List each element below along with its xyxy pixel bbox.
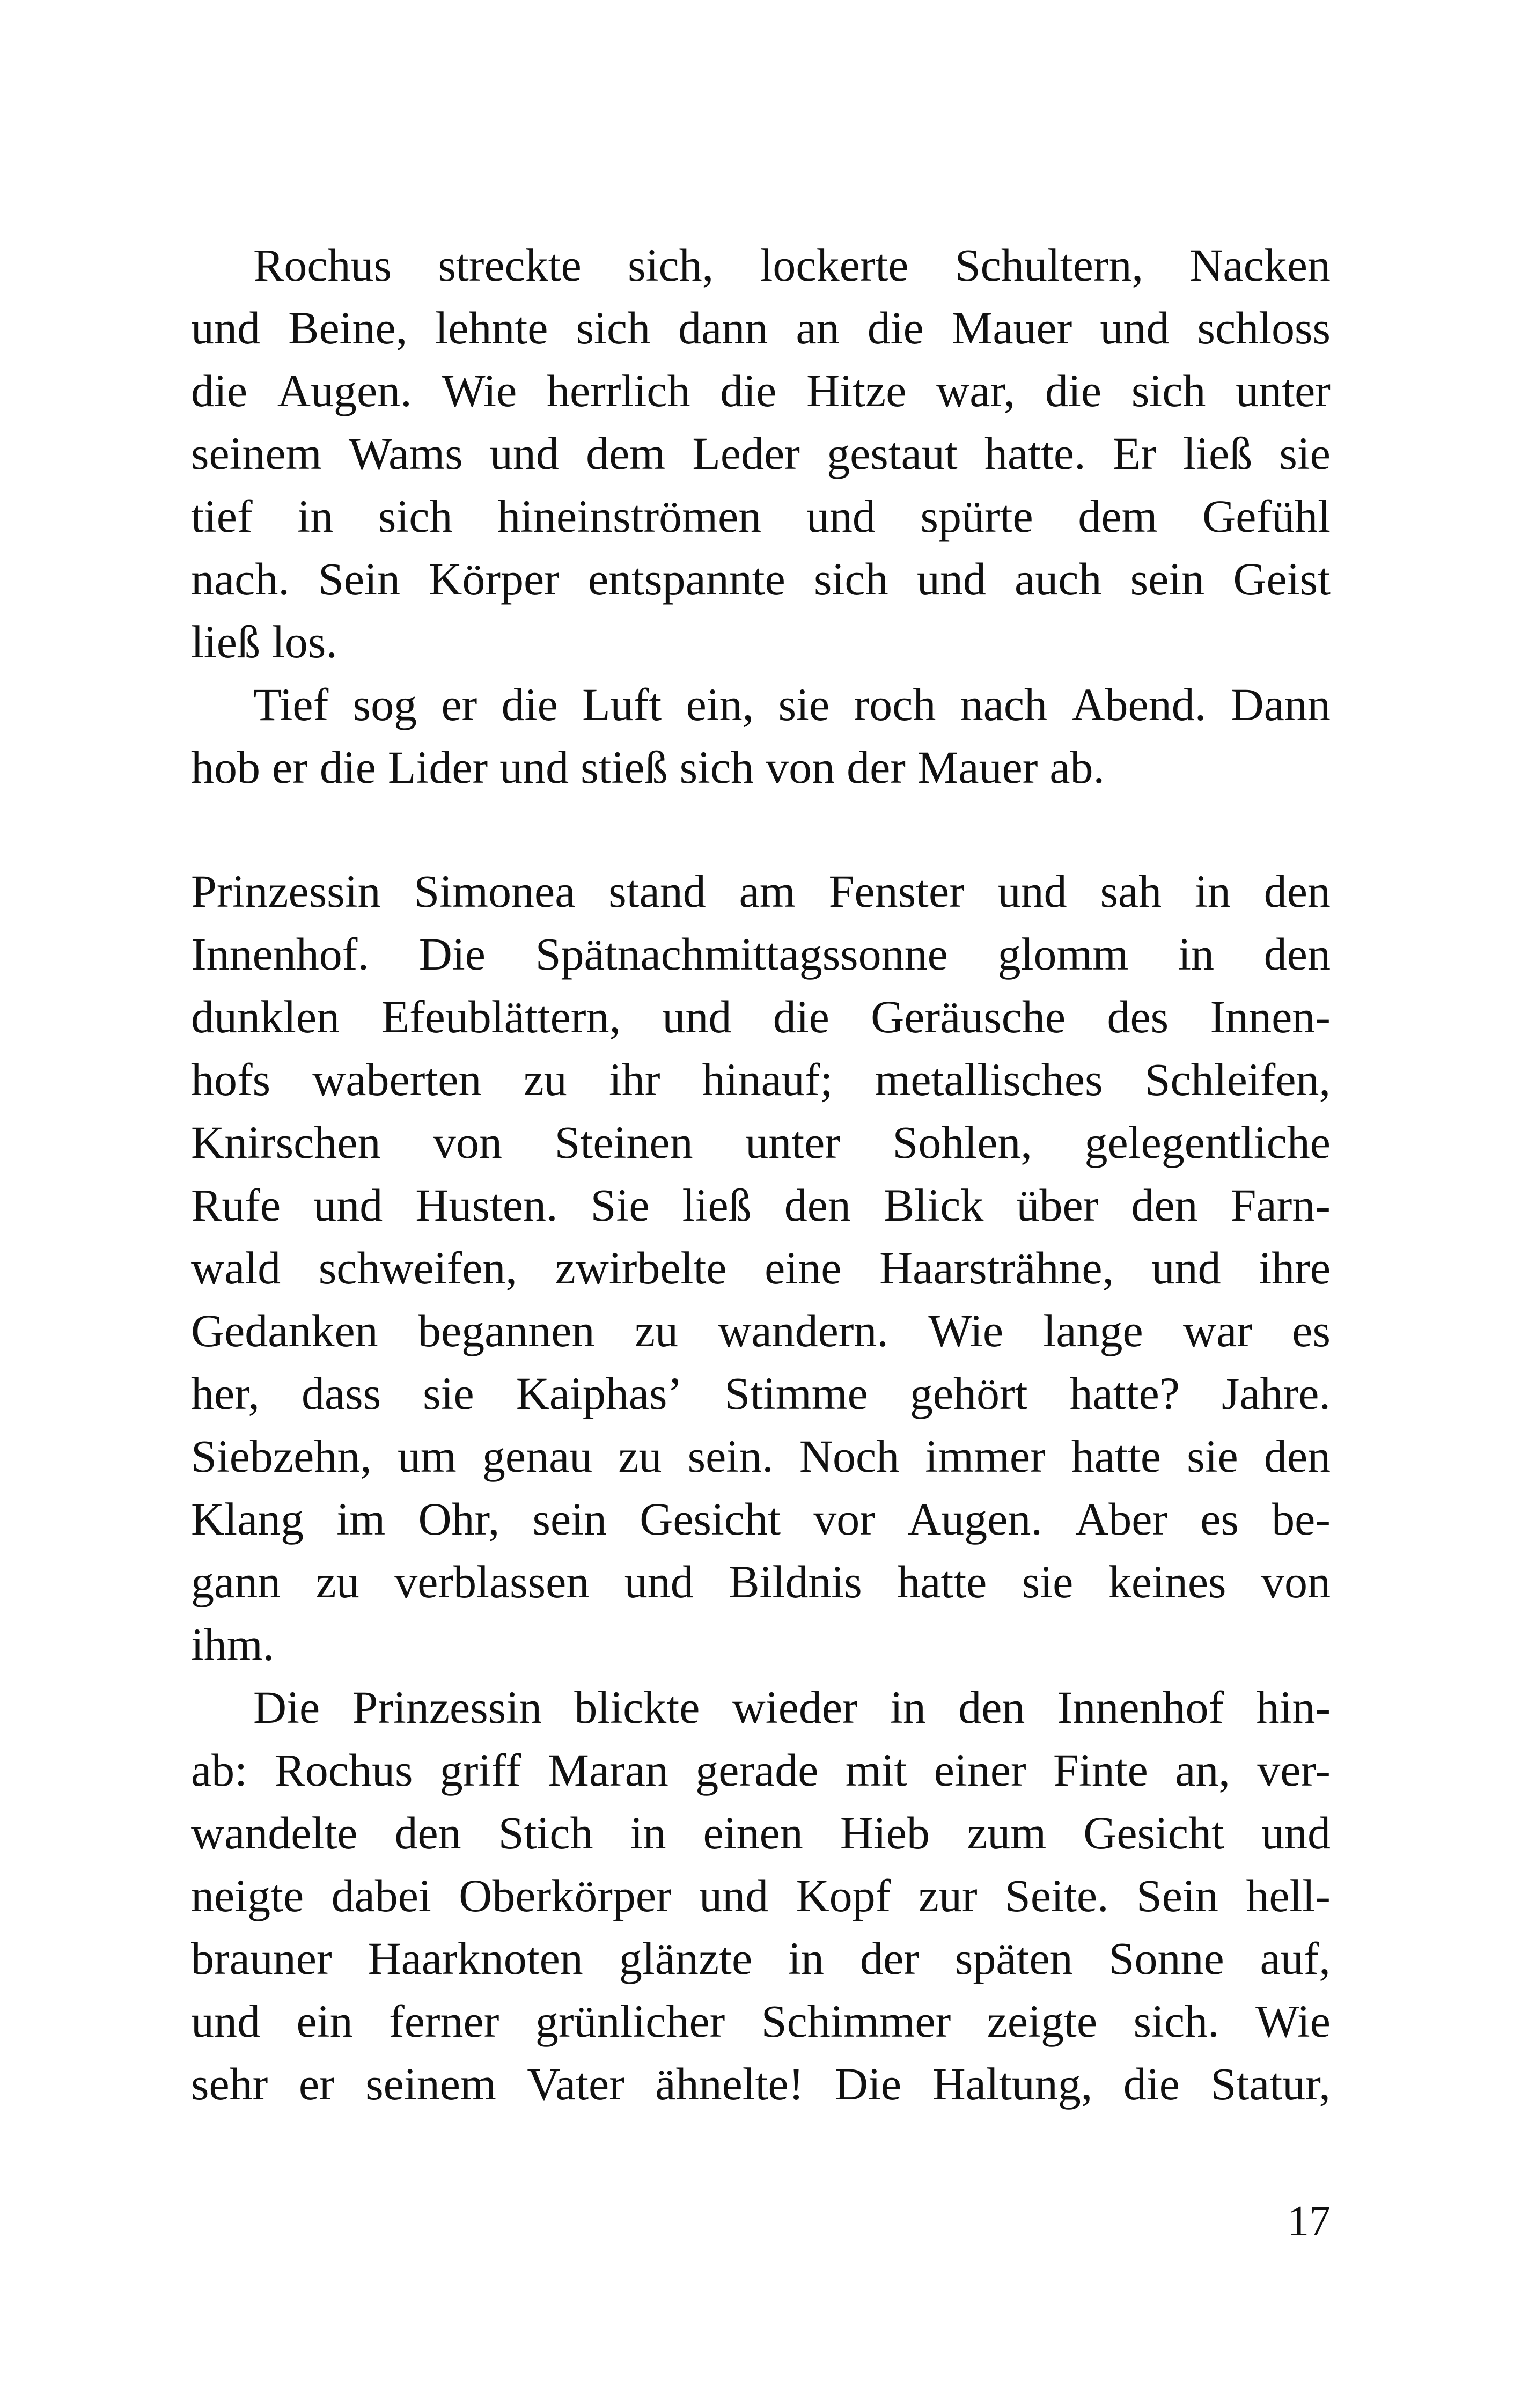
page-number: 17 xyxy=(1288,2198,1331,2245)
text-line: und Beine, lehnte sich dann an die Mauer und schloss xyxy=(191,302,1331,354)
text-line: her, dass sie Kaiphas’ Stimme gehört hatte? Jahre. xyxy=(191,1368,1331,1419)
text-section-rochus xyxy=(191,234,1331,799)
text-line: nach. Sein Körper entspannte sich und auch sein Geist xyxy=(191,553,1331,605)
text-section-prinzessin xyxy=(191,860,1331,2116)
text-line: und ein ferner grünlicher Schimmer zeigte sich. Wie xyxy=(191,1995,1331,2047)
text-line: ihm. xyxy=(191,1619,275,1670)
text-line: Gedanken begannen zu wandern. Wie lange war es xyxy=(191,1305,1331,1356)
text-line: Tief sog er die Luft ein, sie roch nach Abend. Dann xyxy=(253,679,1331,730)
text-line: Innenhof. Die Spätnachmittagssonne glomm in den xyxy=(191,928,1331,980)
text-line: Prinzessin Simonea stand am Fenster und sah in den xyxy=(191,865,1331,917)
text-line: ab: Rochus griff Maran gerade mit einer Finte an, ver- xyxy=(191,1744,1331,1796)
text-line: brauner Haarknoten glänzte in der späten Sonne auf, xyxy=(191,1933,1331,1984)
text-line: Rochus streckte sich, lockerte Schultern, Nacken xyxy=(253,239,1331,291)
text-line: Siebzehn, um genau zu sein. Noch immer hatte sie den xyxy=(191,1430,1331,1482)
text-line: Die Prinzessin blickte wieder in den Innenhof hin- xyxy=(253,1682,1331,1733)
text-line: hob er die Lider und stieß sich von der Mauer ab. xyxy=(191,742,1105,793)
text-line: tief in sich hineinströmen und spürte dem Gefühl xyxy=(191,490,1331,542)
text-line: ließ los. xyxy=(191,616,337,667)
text-line: die Augen. Wie herrlich die Hitze war, die sich unter xyxy=(191,365,1331,416)
text-line: dunklen Efeublättern, und die Geräusche des Innen- xyxy=(191,991,1331,1043)
text-line: wandelte den Stich in einen Hieb zum Gesicht und xyxy=(191,1807,1331,1859)
text-line: sehr er seinem Vater ähnelte! Die Haltung, die Statur, xyxy=(191,2058,1331,2110)
text-line: Klang im Ohr, sein Gesicht vor Augen. Aber es be- xyxy=(191,1493,1331,1545)
text-line: seinem Wams und dem Leder gestaut hatte. Er ließ sie xyxy=(191,428,1331,479)
text-line: gann zu verblassen und Bildnis hatte sie keines von xyxy=(191,1556,1331,1607)
text-line: hofs waberten zu ihr hinauf; metallisches Schleifen, xyxy=(191,1054,1331,1105)
text-line: neigte dabei Oberkörper und Kopf zur Seite. Sein hell- xyxy=(191,1870,1331,1921)
text-line: Rufe und Husten. Sie ließ den Blick über den Farn- xyxy=(191,1179,1331,1231)
text-line: Knirschen von Steinen unter Sohlen, gelegentliche xyxy=(191,1117,1331,1168)
text-line: wald schweifen, zwirbelte eine Haarsträhne, und ihre xyxy=(191,1242,1331,1294)
